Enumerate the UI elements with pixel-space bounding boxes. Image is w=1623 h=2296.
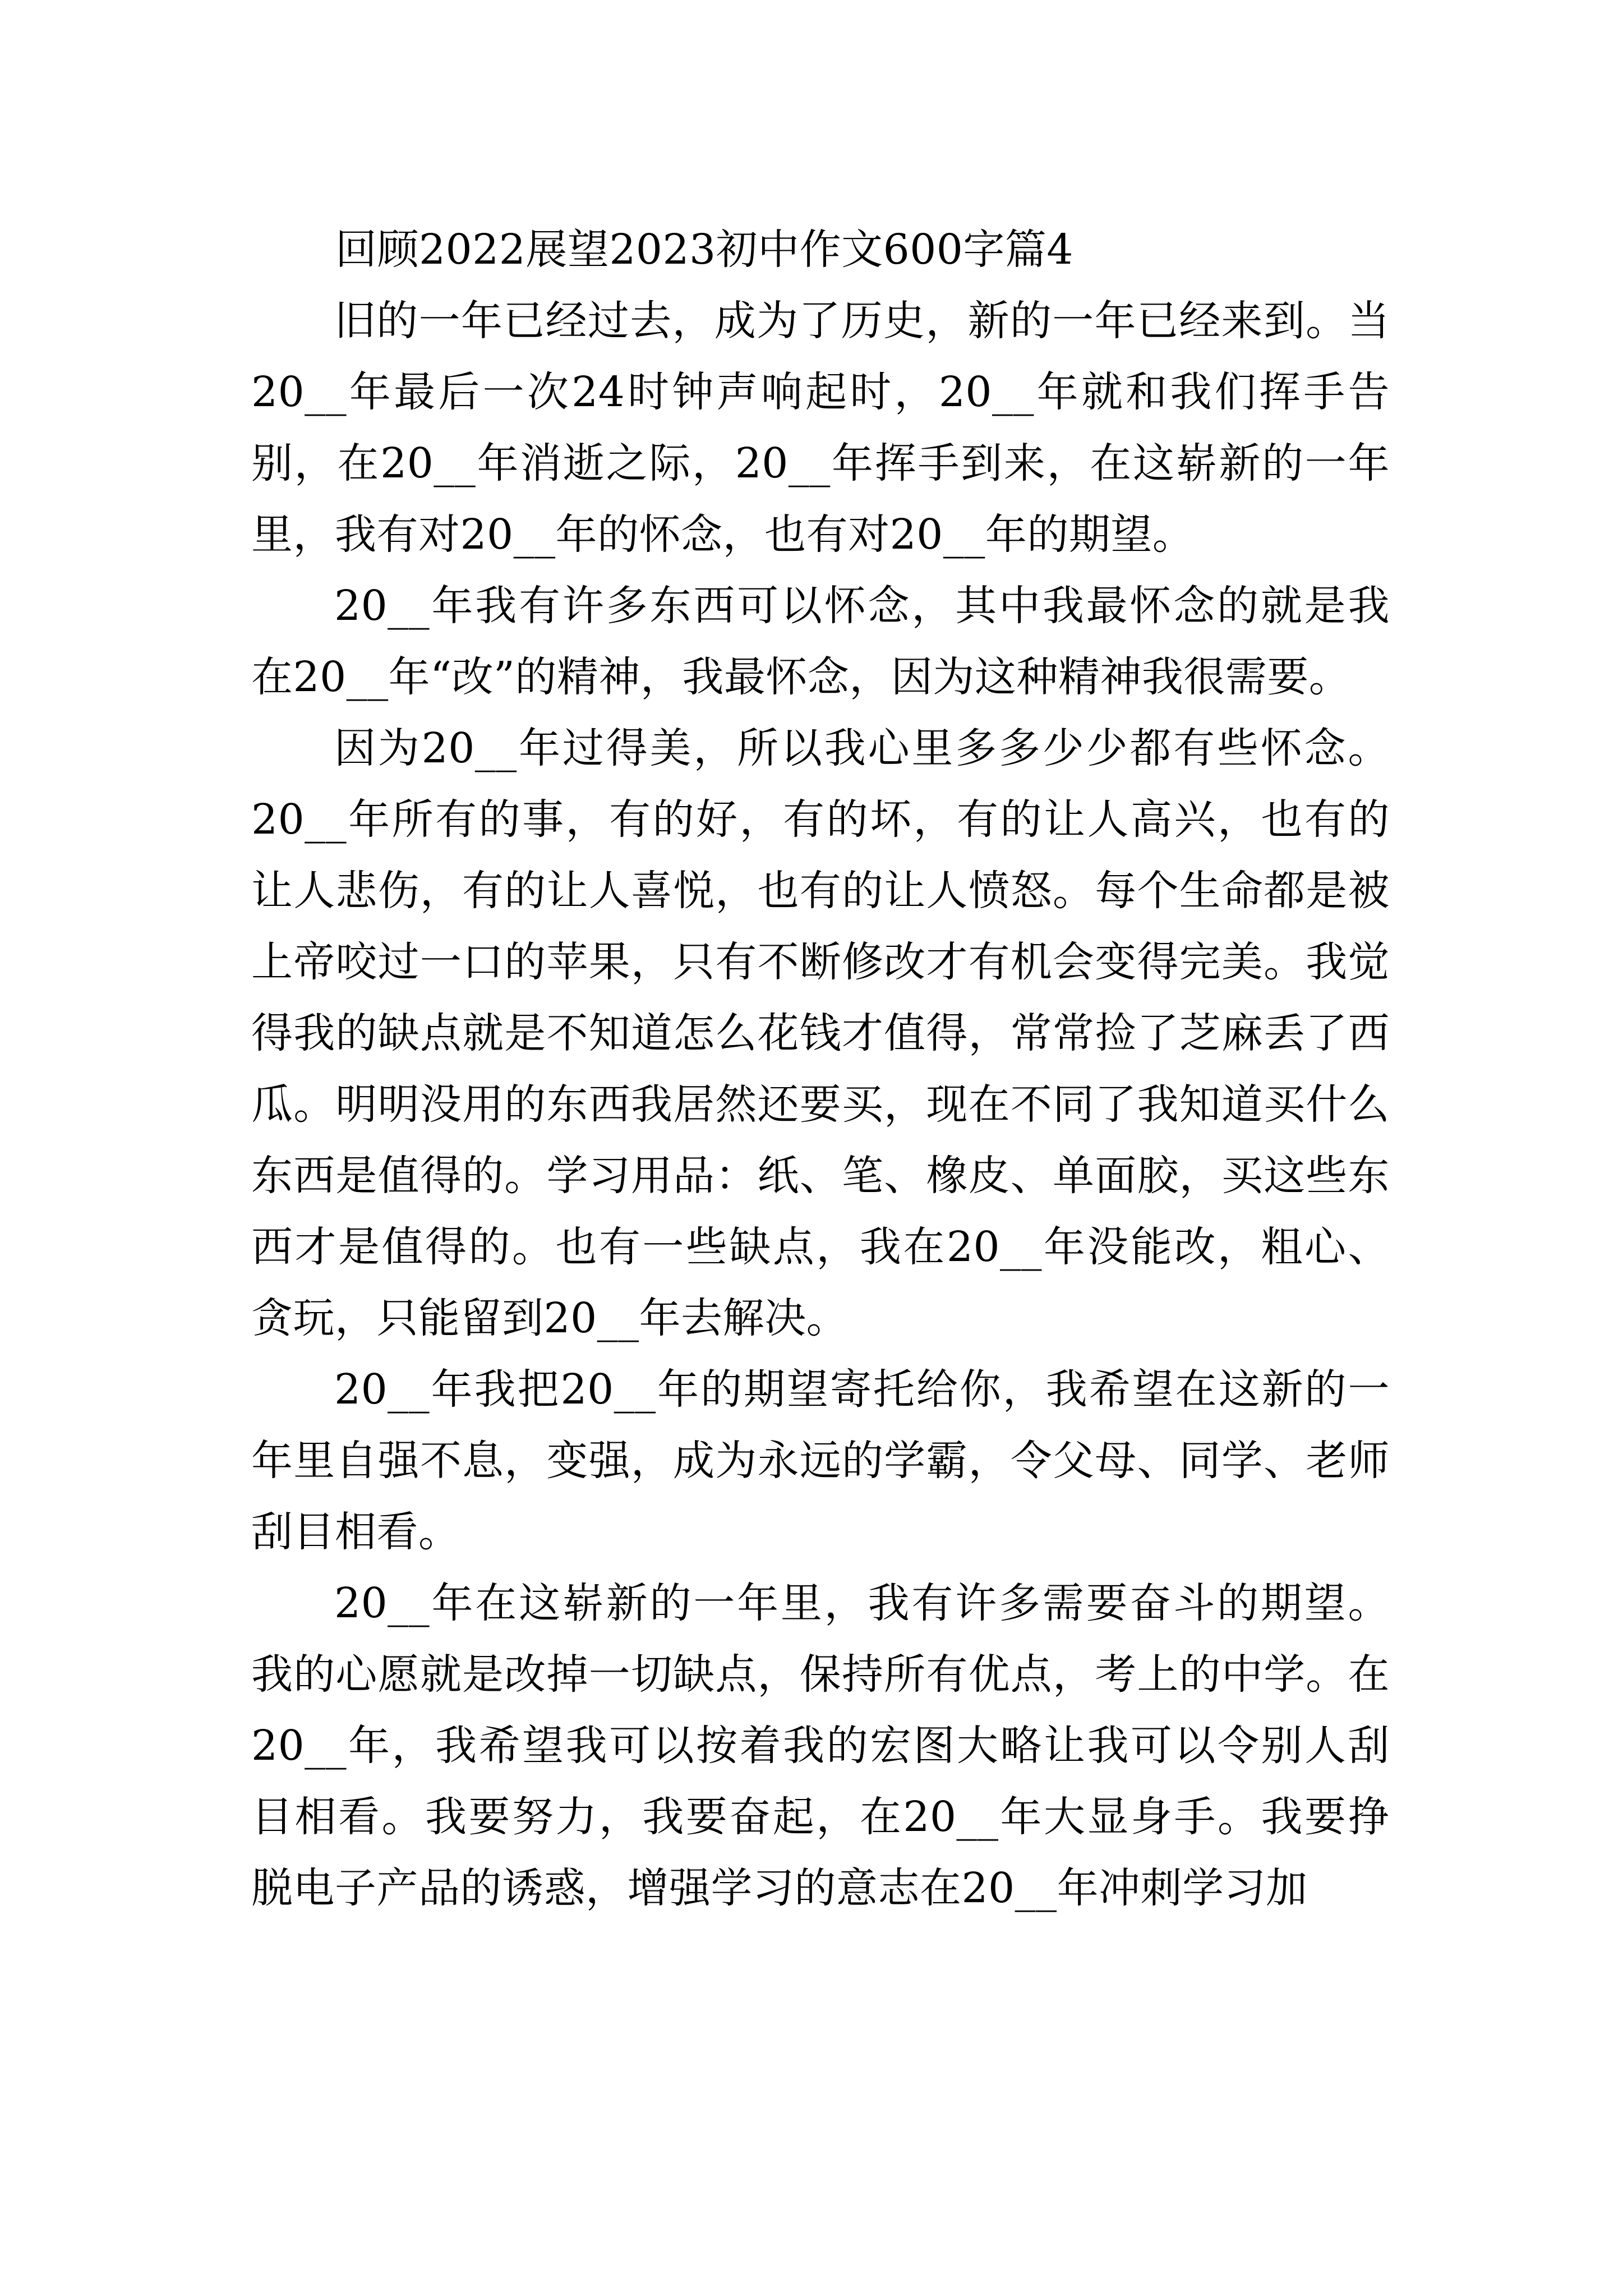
essay-title: 回顾2022展望2023初中作文600字篇4 [335,226,1073,274]
document-body [251,214,1390,1924]
paragraph-2: 20__年我有许多东西可以怀念，其中我最怀念的就是我在20__年“改”的精神，我最怀念，因为这种精神我很需要。 [251,582,1390,701]
paragraph-1: 旧的一年已经过去，成为了历史，新的一年已经来到。当20__年最后一次24时钟声响起时，20__年就和我们挥手告别，在20__年消逝之际，20__年挥手到来，在这崭新的一年里，我有对20__年的怀念，也有对20__年的期望。 [251,297,1390,559]
paragraph-4: 20__年我把20__年的期望寄托给你，我希望在这新的一年里自强不息，变强，成为永远的学霸，令父母、同学、老师刮目相看。 [251,1365,1390,1556]
paragraph-5: 20__年在这崭新的一年里，我有许多需要奋斗的期望。我的心愿就是改掉一切缺点，保持所有优点，考上的中学。在20__年，我希望我可以按着我的宏图大略让我可以令别人刮目相看。我要努力，我要奋起，在20__年大显身手。我要挣脱电子产品的诱惑，增强学习的意志在20__年冲刺学习加 [251,1579,1390,1912]
paragraph-3: 因为20__年过得美，所以我心里多多少少都有些怀念。20__年所有的事，有的好，有的坏，有的让人高兴，也有的让人悲伤，有的让人喜悦，也有的让人愤怒。每个生命都是被上帝咬过一口的苹果，只有不断修改才有机会变得完美。我觉得我的缺点就是不知道怎么花钱才值得，常常捡了芝麻丢了西瓜。明明没用的东西我居然还要买，现在不同了我知道买什么东西是值得的。学习用品：纸、笔、橡皮、单面胶，买这些东西才是值得的。也有一些缺点，我在20__年没能改，粗心、贪玩，只能留到20__年去解决。 [251,724,1390,1342]
